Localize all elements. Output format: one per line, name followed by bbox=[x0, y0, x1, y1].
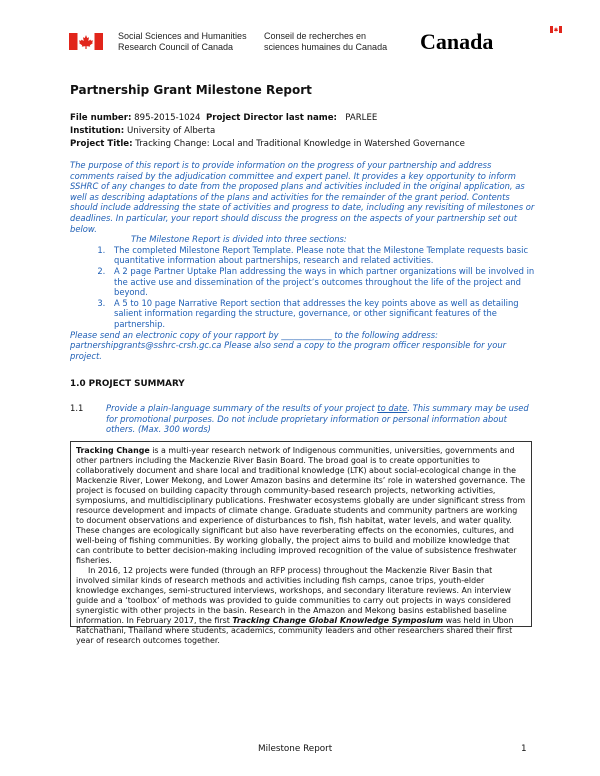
agency-name-english: Social Sciences and Humanities Research Council of Canada bbox=[118, 31, 247, 52]
report-sections-list bbox=[70, 245, 535, 330]
purpose-paragraph: The purpose of this report is to provide information on the progress of your partnership and address comments raised by the adjudication committee and expert panel. It provides a key opportunity to inform SSHRC of any changes to date from the proposed plans and activities included in the original application, as well as describing adaptations of the plans and activities for the remainder of the grant period. Contents should include addressing the state of activities and progress to date, including any revisiting of milestones or deadlines. In particular, your report should discuss the progress on the aspects of your partnership set out below. bbox=[70, 160, 535, 234]
summary-text-box[interactable] bbox=[70, 441, 532, 645]
report-instructions bbox=[70, 160, 535, 361]
list-item: 2. A 2 page Partner Uptake Plan addressing the ways in which partner organizations will be involved in the active use and dissemination of the project’s outcomes throughout the life of the project and beyond. bbox=[108, 266, 535, 298]
project-title-line: Project Title: Tracking Change: Local and Traditional Knowledge in Watershed Governance bbox=[70, 139, 465, 149]
canada-wordmark: Canada bbox=[420, 29, 494, 54]
agency-name-french: Conseil de recherches en sciences humaines du Canada bbox=[264, 31, 388, 52]
question-number: 1.1 bbox=[70, 403, 84, 413]
divided-note: The Milestone Report is divided into three sections: bbox=[131, 234, 347, 245]
project-metadata bbox=[70, 112, 540, 151]
wordmark-flag-icon bbox=[550, 26, 562, 33]
canada-flag-icon bbox=[69, 33, 103, 50]
question-prompt: Provide a plain-language summary of the results of your project to date. This summary may be used for promotional purposes. Do not include proprietary information or personal information about others. (Max. 300 words) bbox=[106, 403, 529, 435]
institution-line: Institution: University of Alberta bbox=[70, 126, 216, 136]
list-item: 3. A 5 to 10 page Narrative Report section that addresses the key points above as well as detailing salient information regarding the structure, governance, or other significant features of the partnership. bbox=[108, 298, 535, 330]
page-number: 1 bbox=[521, 744, 527, 754]
footer-label: Milestone Report bbox=[258, 744, 333, 754]
report-title: Partnership Grant Milestone Report bbox=[70, 83, 312, 97]
section-heading: 1.0 PROJECT SUMMARY bbox=[70, 379, 185, 389]
file-number-line: File number: 895-2015-1024 Project Director last name: PARLEE bbox=[70, 113, 378, 123]
summary-paragraph-1: Tracking Change is a multi-year research network of Indigenous communities, universities, governments and other partners including the Mackenzie River Basin Board. The broad goal is to create opportunities to collaboratively document and share local and traditional knowledge (LTK) about social-ecological change in the Mackenzie River, Lower Mekong, and Lower Amazon basins and determine its’ role in watershed governance. The project is focused on building capacity through community-based research projects, networking activities, symposiums, and multidisciplinary publications. Freshwater ecosystems globally are under significant stress from resource development and impacts of climate change. Graduate students and community partners are working to document observations and experience of disturbances to fish, fish habitat, water levels, and water quality. These changes are ecologically significant but also have reverberating effects on the economies, cultures, and well-being of fishing communities. By working globally, the project aims to build and mobilize knowledge that can contribute to better decision-making including improved recognition of the value of subsistence freshwater fisheries. bbox=[76, 446, 526, 565]
list-item: 1. The completed Milestone Report Template. Please note that the Milestone Template requests basic quantitative information about partnerships, research and related activities. bbox=[108, 245, 535, 266]
summary-paragraph-2: In 2016, 12 projects were funded (through an RFP process) throughout the Mackenzie River Basin that involved similar kinds of research methods and activities including fish camps, canoe trips, youth-elder knowledge exchanges, semi-structured interviews, workshops, and secondary literature reviews. An interview guide and a ‘toolbox’ of methods was provided to guide communities to carry out projects in ways considered synergistic with other projects in the basin. Research in the Amazon and Mekong basins established baseline information. In February 2017, the first Tracking Change Global Knowledge Symposium was held in Ubon Ratchathani, Thailand where students, academics, community leaders and other researchers shared their first year of research outcomes together. bbox=[76, 566, 514, 645]
submission-note: Please send an electronic copy of your rapport by ____________ to the following address: partnershipgrants@sshrc-crsh.gc.ca Please also send a copy to the program officer responsible for your project. bbox=[70, 329, 507, 361]
page-header bbox=[69, 28, 539, 54]
